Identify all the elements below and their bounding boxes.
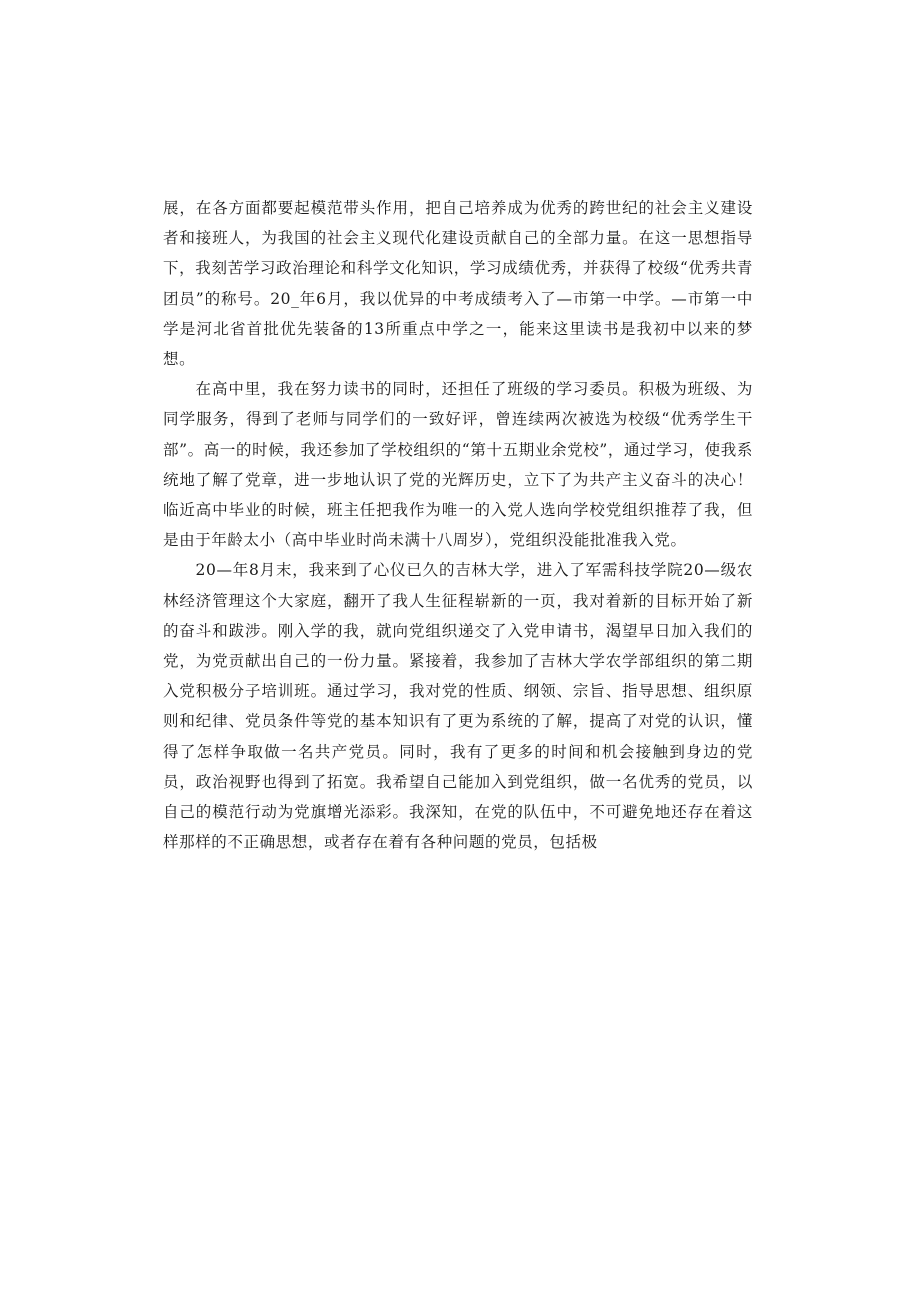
paragraph-3: 20—年8月末，我来到了心仪已久的吉林大学，进入了军需科技学院20—级农林经济管理这个大家庭，翻开了我人生征程崭新的一页，我对着新的目标开始了新的奋斗和跋涉。刚入学的我，就向党组织递交了入党申请书，渴望早日加入我们的党，为党贡献出自己的一份力量。紧接着，我参加了吉林大学农学部组织的第二期入党积极分子培训班。通过学习，我对党的性质、纲领、宗旨、指导思想、组织原则和纪律、党员条件等党的基本知识有了更为系统的了解，提高了对党的认识，懂得了怎样争取做一名共产党员。同时，我有了更多的时间和机会接触到身边的党员，政治视野也得到了拓宽。我希望自己能加入到党组织，做一名优秀的党员，以自己的模范行动为党旗增光添彩。我深知，在党的队伍中，不可避免地还存在着这样那样的不正确思想，或者存在着有各种问题的党员，包括极 [163,561,753,852]
paragraph-2: 在高中里，我在努力读书的同时，还担任了班级的学习委员。积极为班级、为同学服务，得到了老师与同学们的一致好评，曾连续两次被选为校级“优秀学生干部”。高一的时候，我还参加了学校组织的“第十五期业余党校”，通过学习，使我系统地了解了党章，进一步地认识了党的光辉历史，立下了为共产主义奋斗的决心！临近高中毕业的时候，班主任把我作为唯一的入党人选向学校党组织推荐了我，但是由于年龄太小（高中毕业时尚未满十八周岁），党组织没能批准我入党。 [163,380,753,550]
document-body [163,193,753,857]
paragraph-1: 展，在各方面都要起模范带头作用，把自己培养成为优秀的跨世纪的社会主义建设者和接班人，为我国的社会主义现代化建设贡献自己的全部力量。在这一思想指导下，我刻苦学习政治理论和科学文化知识，学习成绩优秀，并获得了校级“优秀共青团员”的称号。20_年6月，我以优异的中考成绩考入了—市第一中学。—市第一中学是河北省首批优先装备的13所重点中学之一，能来这里读书是我初中以来的梦想。 [163,199,753,369]
